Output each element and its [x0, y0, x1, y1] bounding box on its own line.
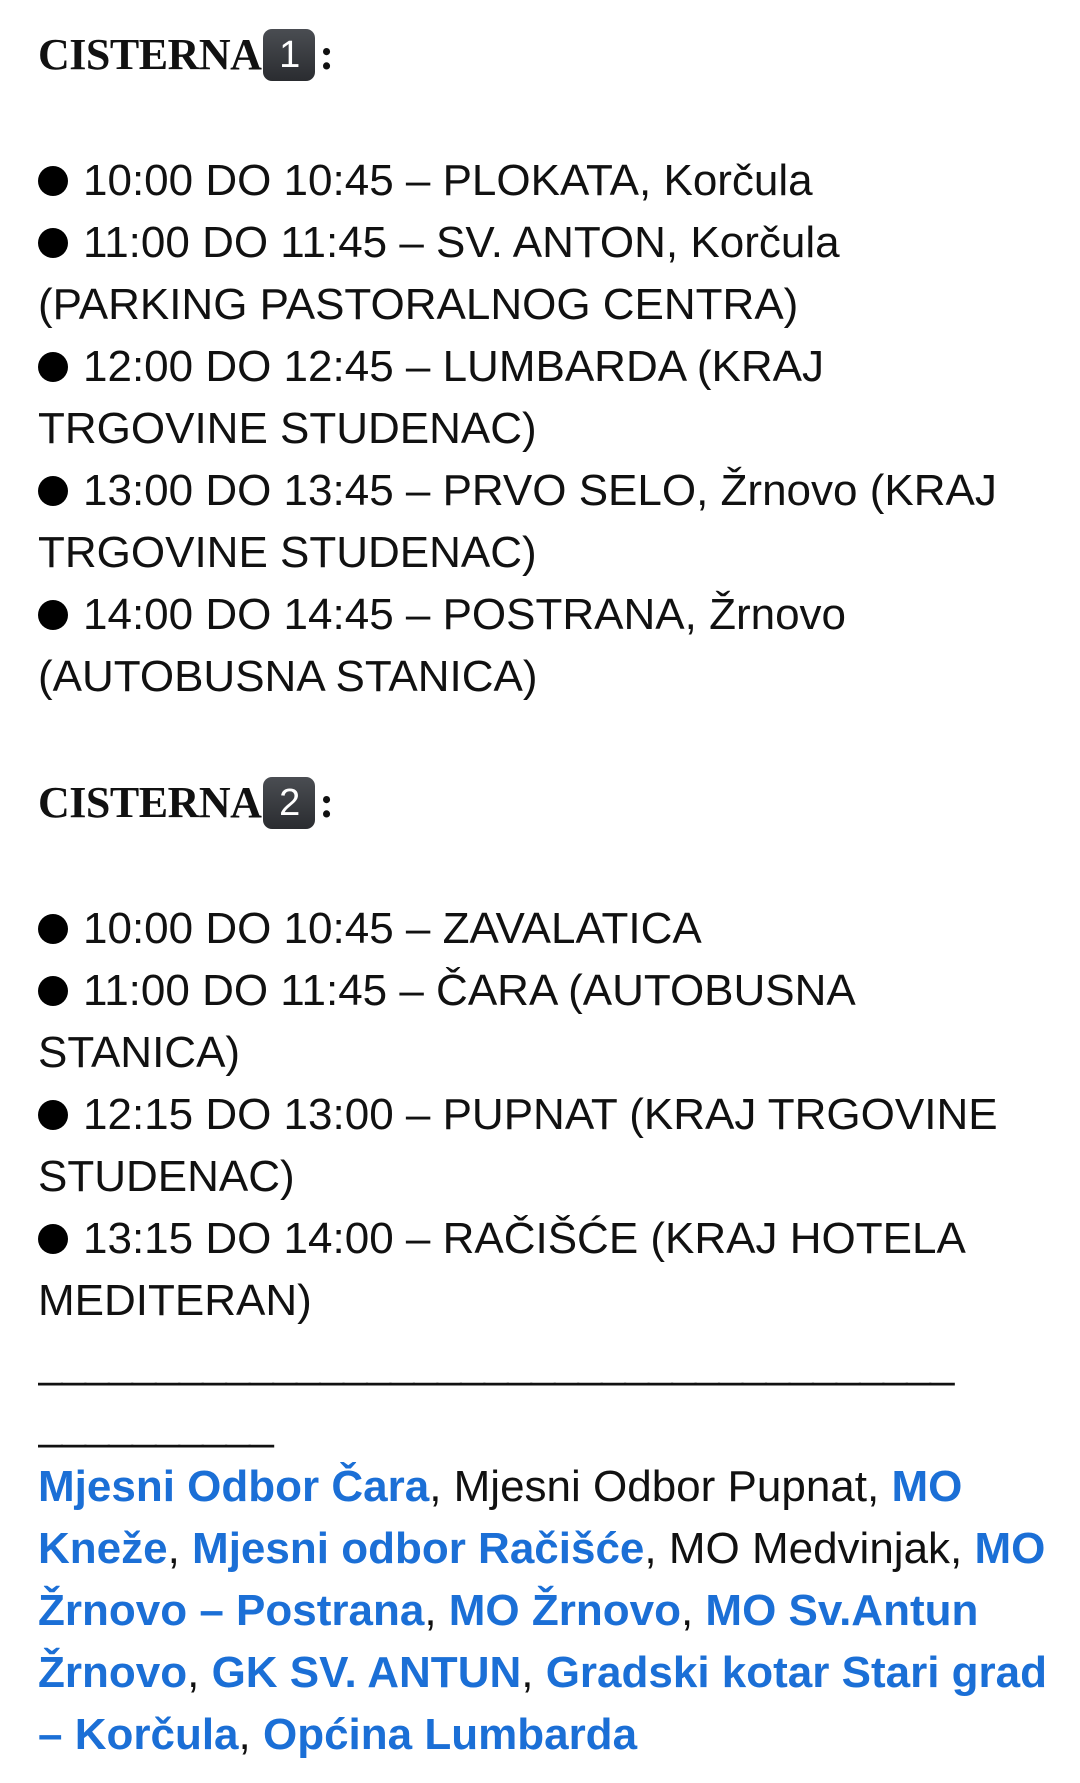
tag-text-mo-medvinjak: MO Medvinjak [668, 1524, 951, 1573]
schedule-item: 14:00 DO 14:45 – POSTRANA, Žrnovo (AUTOBUSNA STANICA) [38, 590, 847, 701]
cistern-2-colon: : [319, 778, 334, 827]
post-content [38, 22, 1048, 1766]
cistern-2-heading [38, 770, 1048, 836]
schedule-item: 11:00 DO 11:45 – ČARA (AUTOBUSNA STANICA) [38, 966, 854, 1077]
bullet-icon [38, 166, 68, 196]
keycap-two-icon: 2 [263, 777, 315, 829]
bullet-icon [38, 228, 68, 258]
spacer [38, 88, 1048, 150]
schedule-item: 12:15 DO 13:00 – PUPNAT (KRAJ TRGOVINE STUDENAC) [38, 1090, 998, 1201]
tag-link-gk-sv-antun[interactable]: GK SV. ANTUN [211, 1648, 522, 1697]
tag-link-mjesni-odbor-racisce[interactable]: Mjesni odbor Račišće [192, 1524, 645, 1573]
schedule-item: 13:00 DO 13:45 – PRVO SELO, Žrnovo (KRAJ TRGOVINE STUDENAC) [38, 466, 997, 577]
schedule-item: 13:15 DO 14:00 – RAČIŠĆE (KRAJ HOTELA MEDITERAN) [38, 1214, 964, 1325]
tag-text-mjesni-odbor-pupnat: Mjesni Odbor Pupnat [453, 1462, 867, 1511]
tag-link-gradski-kotar-stari-grad[interactable]: Gradski kotar Stari grad – Korčula [38, 1648, 1047, 1759]
tag-link-mo-kneze[interactable]: MO Kneže [38, 1462, 963, 1573]
keycap-one-icon: 1 [263, 29, 315, 81]
cistern-1-title: CISTERNA [38, 30, 262, 79]
cistern-1-colon: : [319, 30, 334, 79]
divider-line-2: __________ [38, 1400, 273, 1449]
bullet-icon [38, 476, 68, 506]
tagged-pages: Mjesni Odbor Čara, Mjesni Odbor Pupnat, MO Kneže, Mjesni odbor Račišće, MO Medvinjak, MO Žrnovo – Postrana, MO Žrnovo, MO Sv.Antun Žrnovo, GK SV. ANTUN, Gradski kotar Stari grad – Korčula, Općina Lumbarda [38, 1462, 1047, 1759]
bullet-icon [38, 1224, 68, 1254]
cistern-2-title: CISTERNA [38, 778, 262, 827]
schedule-item: 12:00 DO 12:45 – LUMBARDA (KRAJ TRGOVINE STUDENAC) [38, 342, 824, 453]
bullet-icon [38, 600, 68, 630]
spacer [38, 708, 1048, 770]
tag-link-mo-zrnovo-postrana[interactable]: MO Žrnovo – Postrana [38, 1524, 1046, 1635]
tag-link-mo-zrnovo[interactable]: MO Žrnovo [448, 1586, 681, 1635]
tag-link-mjesni-odbor-cara[interactable]: Mjesni Odbor Čara [38, 1462, 430, 1511]
cistern-1-schedule [38, 150, 1048, 708]
schedule-item: 10:00 DO 10:45 – PLOKATA, Korčula [38, 150, 1048, 212]
bullet-icon [38, 914, 68, 944]
cistern-1-heading [38, 22, 1048, 88]
bullet-icon [38, 352, 68, 382]
bullet-icon [38, 976, 68, 1006]
bullet-icon [38, 1100, 68, 1130]
schedule-item: 11:00 DO 11:45 – SV. ANTON, Korčula (PARKING PASTORALNOG CENTRA) [38, 218, 840, 329]
tag-link-opcina-lumbarda[interactable]: Općina Lumbarda [262, 1710, 638, 1759]
spacer [38, 836, 1048, 898]
cistern-2-schedule [38, 898, 1048, 1332]
schedule-item: 10:00 DO 10:45 – ZAVALATICA [38, 898, 1048, 960]
tag-link-mo-sv-antun-zrnovo[interactable]: MO Sv.Antun Žrnovo [38, 1586, 979, 1697]
divider-line-1: _______________________________________ [38, 1338, 954, 1387]
